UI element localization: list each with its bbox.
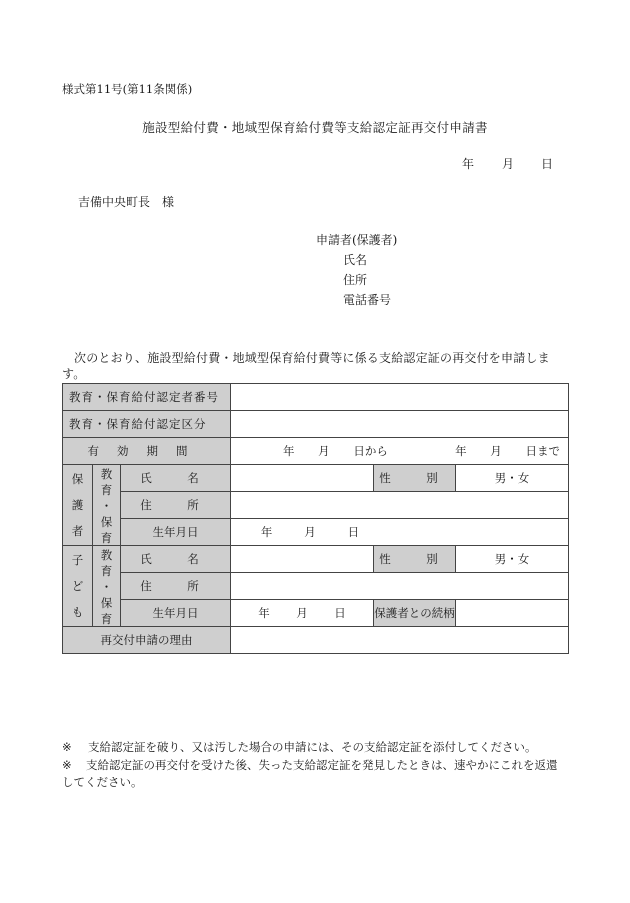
- validity-to-day: 日まで: [525, 444, 560, 458]
- table-row: [63, 384, 569, 411]
- validity-to-month: 月: [490, 444, 502, 458]
- date-year-label: 年: [462, 157, 475, 171]
- cert-category-field[interactable]: [231, 411, 569, 438]
- applicant-address-label: 住所: [343, 273, 368, 287]
- note-mark: ※: [62, 758, 72, 772]
- note-mark: ※: [62, 740, 72, 754]
- validity-label: 有効期間: [63, 438, 231, 465]
- cert-number-label: 教育・保育給付認定者番号: [63, 384, 231, 411]
- reason-label: 再交付申請の理由: [63, 627, 231, 654]
- date-month-label: 月: [502, 157, 515, 171]
- validity-to-year: 年: [455, 444, 467, 458]
- guardian-sex-field[interactable]: 男・女: [456, 465, 569, 492]
- table-row: [63, 627, 569, 654]
- table-row: [63, 573, 569, 600]
- validity-from-month: 月: [318, 444, 330, 458]
- child-sex-label: 性 別: [374, 546, 456, 573]
- guardian-name-label: 氏 名: [121, 465, 231, 492]
- relationship-field[interactable]: [456, 600, 569, 627]
- guardian-address-label: 住 所: [121, 492, 231, 519]
- relationship-label: 保護者との続柄: [374, 600, 456, 627]
- guardian-name-field[interactable]: [231, 465, 374, 492]
- applicant-heading: 申請者(保護者): [316, 233, 398, 247]
- guardian-birthdate-field[interactable]: 年 月 日: [231, 519, 569, 546]
- cert-category-label: 教育・保育給付認定区分: [63, 411, 231, 438]
- child-address-field[interactable]: [231, 573, 569, 600]
- table-row: [63, 411, 569, 438]
- table-row: [63, 465, 569, 492]
- validity-from-day: 日から: [353, 444, 388, 458]
- guardian-birthdate-label: 生年月日: [121, 519, 231, 546]
- table-row: [63, 438, 569, 465]
- child-birthdate-field[interactable]: 年 月 日: [231, 600, 374, 627]
- child-name-field[interactable]: [231, 546, 374, 573]
- reason-field[interactable]: [231, 627, 569, 654]
- note-2: [62, 757, 567, 791]
- guardian-label: 保 護 者: [63, 465, 93, 546]
- addressee: 吉備中央町長 様: [78, 195, 175, 209]
- guardian-address-field[interactable]: [231, 492, 569, 519]
- child-name-label: 氏 名: [121, 546, 231, 573]
- form-number: 様式第11号(第11条関係): [62, 82, 193, 96]
- note-text: 支給認定証を破り、又は汚した場合の申請には、その支給認定証を添付してください。: [88, 740, 537, 754]
- note-text: 支給認定証の再交付を受けた後、失った支給認定証を発見したときは、速やかにこれを返還してください。: [62, 758, 558, 789]
- cert-number-field[interactable]: [231, 384, 569, 411]
- applicant-name-label: 氏名: [343, 253, 368, 267]
- child-address-label: 住 所: [121, 573, 231, 600]
- application-table: [62, 383, 569, 654]
- document-title: 施設型給付費・地域型保育給付費等支給認定証再交付申請書: [142, 120, 488, 135]
- child-sex-field[interactable]: 男・女: [456, 546, 569, 573]
- child-label: 子 ど も: [63, 546, 93, 627]
- guardian-sex-label: 性 別: [374, 465, 456, 492]
- table-row: [63, 492, 569, 519]
- validity-field[interactable]: [231, 438, 569, 465]
- applicant-phone-label: 電話番号: [343, 293, 392, 307]
- validity-from-year: 年: [283, 444, 295, 458]
- intro-text: 次のとおり、施設型給付費・地域型保育給付費等に係る支給認定証の再交付を申請します。: [62, 351, 550, 381]
- child-cert-type-label: 教 育 ・ 保 育: [93, 546, 121, 627]
- date-day-label: 日: [541, 157, 554, 171]
- table-row: [63, 600, 569, 627]
- table-row: [63, 546, 569, 573]
- note-1: [62, 739, 537, 755]
- table-row: [63, 519, 569, 546]
- guardian-cert-type-label: 教 育 ・ 保 育: [93, 465, 121, 546]
- child-birthdate-label: 生年月日: [121, 600, 231, 627]
